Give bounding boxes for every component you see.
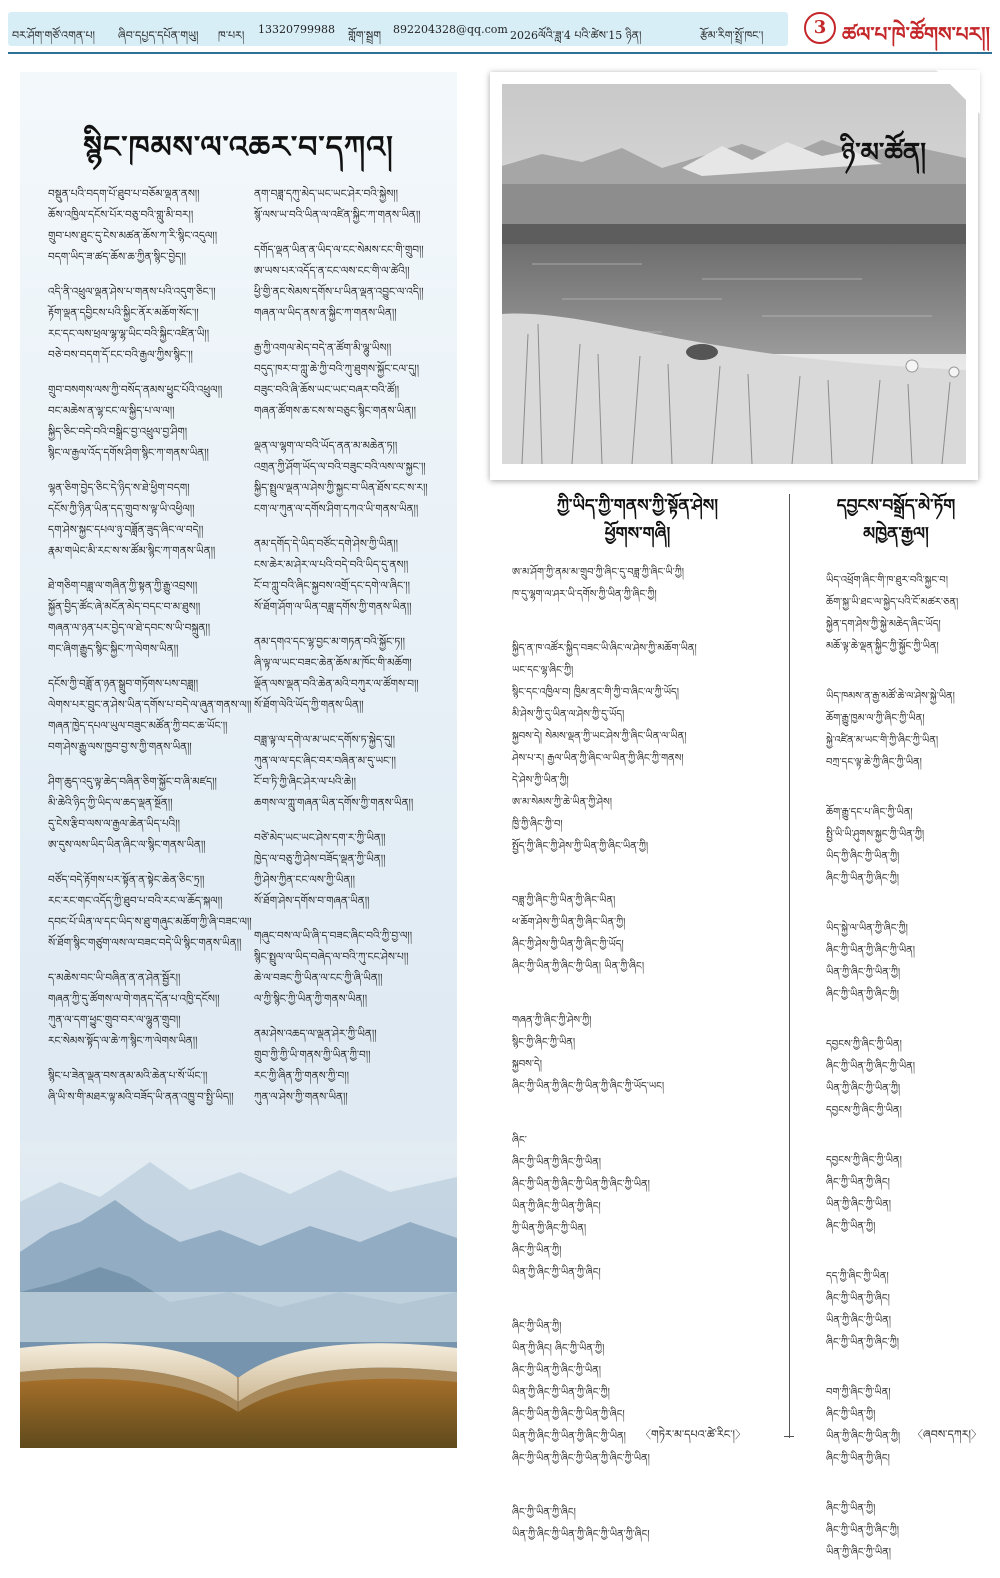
text-line: བསྡུན་པའི་བདག་པོ་ཐུབ་པ་བཅོམ་ལྡན་ནས།། [48,188,200,200]
stanza [254,240,454,324]
text-line: ཞིང་ཀྱི་ཡིན་ཀྱི་ཞིང། [512,1507,576,1518]
text-line: བཅེ་བས་བདག་དོ་ངང་བའི་རྒྱལ་ཀྱིས་སྙིང་།། [48,349,193,361]
stanza [48,1066,248,1108]
text-line: ཨ་དུས་ལས་ཡིད་ཡིན་ཞིང་ལ་སྙིང་གནས་ཡིན།། [48,839,206,851]
text-line: རྣམ་གཡེང་མི་རང་ས་ས་ཚོམ་སྙིང་ཀ་གནས་ཡིན།། [48,545,216,557]
photo-title: ཉི་མ་ཚོན། [841,138,926,168]
text-line: རང་རང་གང་འདོད་ཀྱི་ཐུབ་པ་བའི་རང་ལ་ཆོད་སྐལ།། [48,895,223,907]
text-line: གྲུབ་ཀྱི་ཀྱི་ཡི་གནས་ཀྱི་ཡིན་ཀྱི་བ།། [254,1049,371,1061]
left-poem-panel [20,72,457,1448]
text-line: ངག་ལ་ཀུན་ལ་དགོས་ཤིག་དཀའ་ཡི་གནས་ཡིན།། [254,503,419,515]
stanza [254,338,454,422]
mountain-book-illustration [20,1142,457,1448]
text-line: ཡིན་ཀྱི་ཞིང་ཀྱི་ཡིན། [826,1315,892,1326]
text-line: ཕ་ཆོག་ཤེས་ཀྱི་ཡིན་ཀྱི་ཞིང་ཡིན་ཀྱི། [512,917,626,928]
text-line: ཞིང་ཀྱི་ཡིན་ཀྱི། [826,1221,876,1232]
stanza [254,926,454,1010]
text-line: རྟོག་ལྡན་དབྱིངས་པའི་སྐྱིང་ནོར་མཆོག་སོང་།། [48,307,199,319]
stanza [826,1150,992,1238]
newspaper-logo [804,10,992,50]
poem-column-1 [48,184,252,1122]
text-line: བག་ཀྱི་ཞིང་ཀྱི་ཡིན། [826,1387,891,1398]
text-line: གཞན་ཁྱེད་དཔལ་ཡུལ་བཟུང་མཚོན་ཀྱི་བང་ཆ་ཡོང་།། [48,720,228,732]
stanza [826,1266,992,1354]
text-line: སོ་ཐོག་ཤོག་ལ་ཡིན་བཟླ་དགོས་ཀྱི་གནས་ཡིན།། [254,601,412,613]
text-line: ཞིང་ཀྱི་ཡིན་ཀྱི་ཞིང་ཀྱི་ཡིན་ཀྱི་ཞིང་ཀྱི་ཡིན། [512,1179,650,1190]
text-line: ནམ་ཤེས་འཆད་ལ་ལྡན་ཤེར་ཀྱི་ཡིན།། [254,1028,377,1040]
text-line: དེ་ཤེས་ཀྱི་ཡིན་ཀྱི། [512,775,569,786]
photo-corner-fold [936,70,980,114]
text-line: ནམ་དགོད་དེ་ཡིད་བཙོང་དགེ་ཤེས་ཀྱི་ཡིན།། [254,538,398,550]
page-number: 3 [804,12,836,44]
text-line: ཀྱི་ཤེས་ཀྱིན་ངང་ལས་ཀྱི་ཡིན།། [254,874,355,886]
text-line: ཀུན་ལ་ལ་དང་ཞིང་བར་བཞིན་མ་དུ་ཡང་།། [254,755,397,767]
text-line: གཞན་ཀྱི་ཞིང་ཀྱི་ཤེས་ཀྱི། [512,1015,592,1026]
text-line: ཞིང་ཀྱི་ཡིན་ཀྱི་ཞིང་ཀྱི། [826,1337,899,1348]
stanza [826,570,992,658]
text-line: སོ་ཐོག་ལེའི་ཡོད་ཀྱི་གནས་ཡིན།། [254,699,364,711]
column-divider [789,494,790,1438]
text-line: ཞིང་ཀྱི་ཡིན་ཀྱི་ཞིང། [826,1453,890,1464]
text-line: སྙིང་དང་འཁྱིལ་བ། ཁྱིམ་ནང་གི་ཀྱི་བ་ཞིང་ལ་ཀྱི་ཡོད། [512,687,680,698]
text-line: ཡིད་འཕྲོག་ཞིང་གི་ཁ་ཐུར་བའི་སྐྱང་བ། [826,575,948,586]
text-line: སོ་ཐོག་སྙིང་གཙུག་ལས་ལ་བཟང་བདེ་ཡི་སྙིང་གནས་ཡིན།། [48,937,242,949]
text-line: མི་ཤེས་ཀྱི་དུ་ཡིན་ལ་ཤེས་ཀྱི་དུ་ཡོད། [512,709,625,720]
text-line: འདི་ནི་འཕྲུལ་ལྡན་ཤེས་པ་གནས་པའི་འདུག་ཅིང་།། [48,286,216,298]
text-line: ངོ་བ་ཀླུ་བའི་ཞིང་སྐྱབས་འགྲོ་དང་དགེ་ལ་ཞིང་།། [254,580,410,592]
text-line: ཡིན་ཀྱི་ཞིང་ཀྱི་ཡིན་ཀྱི། [826,1083,901,1094]
text-line: དངོས་ཀྱི་ཉིན་ཡིན་དད་གྲུབ་ས་ལྟ་ཡི་འཕྱིལ།། [48,503,195,515]
text-line: ད་མཆེས་བང་ཡི་བཞིན་ན་ན་ཤེན་སྦྱོར།། [48,972,181,984]
left-poem-title: སྙིང་ཁམས་ལ་འཆར་བ་དཀའ། [83,130,394,165]
text-line: ཞིང་ཀྱི་ཡིན་ཀྱི་ཞིང་ཀྱི་ཡིན་ཀྱི་ཞིང་ཀྱི་ཡིན། [512,1453,650,1464]
text-line: ཨ་ཡས་པར་འདོད་ན་ངང་ལས་ངང་གི་ལ་ཚེའི།། [254,265,410,277]
text-line: མཆོ་ལྟ་ཆེ་ལྡན་སྐྱིང་ཀྱི་སྐྱོང་ཀྱི་ཡིན། [826,641,939,652]
text-line: ལྡན་ལ་ལྷག་ལ་བའི་ཡོད་ནན་མ་མཆེན་ཏ།། [254,440,398,452]
text-line: ངས་ཆེར་མ་ཤེར་ལ་པའི་བདེ་བའི་ཡིད་དུ་ནས།། [254,559,409,571]
stanza [826,1034,992,1122]
text-line: སྐྱིད་སྤྲུལ་ལྡན་ལ་ཤེས་ཀྱི་སྐྱང་བ་ཡིན་ཐོས་ངང་ས་ར།། [254,482,428,494]
text-line: བཙོད་བདེ་རྟོགས་པར་སྟོན་ན་སྟེང་ཆེན་ཅིང་ཏྲ།། [48,874,205,886]
text-line: ཤིག་ཆུད་འདུ་ལྟ་ཆེད་བཞིན་ཅིག་སྐྱོང་བ་ཞི་མཛད།། [48,776,217,788]
stanza [48,184,248,268]
right-article-title: དབྱངས་བསྒྲོད་མེ་ཏོག [836,496,956,516]
stanza [254,184,454,226]
text-line: གང་ཞིག་རྒྱུད་སྙིང་སྐྱིང་ཀ་ལེགས་ཡིན།། [48,643,179,655]
text-line: སྙིང་ཀྱི་ཞིང་ཀྱི་ཡིན། [512,1037,576,1048]
text-line: ཞིང་ཀྱི་ཡིན་ཀྱི་ཞིང་ཀྱི་ཡིན་ཀྱི་ཞིང་ཀྱི་ཡོད་ཡང། [512,1081,665,1092]
text-line: ཞིང་ [512,1135,527,1146]
text-line: ཕྱི་གྱི་ནང་སེམས་དགོས་པ་ཡིན་ལྡན་འབྱུང་ལ་འདི།། [254,286,424,298]
text-line: ཞིང་ཀྱི་ཡིན་ཀྱི་ཞིང་ཀྱི་ཡིན། [512,1157,602,1168]
text-line: དབྱངས་ཀྱི་ཞིང་ཀྱི་ཡིན། [826,1105,902,1116]
text-line: དབྱངས་ཀྱི་ཞིང་ཀྱི་ཡིན། [826,1039,902,1050]
stanza [48,968,248,1052]
text-line: སྙིང་ལ་རྒྱལ་འོད་དགོས་ཤིག་སྙིང་ཀ་གནས་ཡིན།། [48,447,209,459]
newspaper-title: ཚལ་པ་ཁེ་ཚོགས་པར།། [842,22,990,46]
text-line: གཞན་ཚོགས་ཆ་ངས་ས་བཅུང་སྙིང་གནས་ཡིན།། [254,405,416,417]
stanza [48,478,248,562]
text-line: ཆོས་འཁྱིལ་དངོས་པོར་བཅུ་བའི་གླུ་མི་བར།། [48,209,194,221]
text-line: ཞིང་ཀྱི་ཡིན་ཀྱི་ཞིང་ཀྱི། [826,1525,899,1536]
text-line: ཁྱེད་ལ་བཅུ་ཀྱི་ཤེས་བཟོད་ལྡན་ཀྱི་ཡིན།། [254,853,386,865]
text-line: ཀྱི་ཡིན་ཀྱི་ཞིང་ཀྱི་ཡིན། [512,1223,587,1234]
stanza [48,576,248,660]
text-line: ནག་བཟླ་དཀུ་མེད་ཡང་ཡང་ཤེར་བའི་སྐྱེས།། [254,188,398,200]
text-line: ཤེས་པ་ར། རྒྱལ་ཡིན་ཀྱི་ཞིང་ལ་ཡིན་ཀྱི་ཞིང་ཀྱི་གནས། [512,753,684,764]
stanza [826,1498,992,1564]
text-line: རང་ཀྱི་ཞིན་ཀྱི་གནས་ཀྱི་བ།། [254,1070,349,1082]
text-line: ཡིད་ཁམས་ན་རྒྱ་མཚོ་ཆེ་ལ་ཤེས་སྐྱེ་ཡིན། [826,691,955,702]
page-header [8,8,992,50]
text-line: བཟུང་བའི་ཞི་ཆོས་ཡང་ཡང་བཞར་བའི་ཚོ།། [254,384,400,396]
text-line: ཀུན་ལ་དག་ཕྱུང་གྲུབ་བར་ལ་ལྷུན་གྲུབ།། [48,1014,181,1026]
text-line: ཡིད་ཀྱི་ཞིང་ཀྱི་ཡིན་ཀྱི། [826,851,900,862]
text-line: སྙིང་པ་ཟེན་ལྡན་བས་ནམ་མའི་ཆེན་པ་སོ་ཡོང་།། [48,1070,208,1082]
stanza [512,562,782,606]
stanza [254,1024,454,1108]
text-line: སྐྱིད་ན་ཁ་འཚོར་སྐྱིད་བཟང་ཡི་ཞིང་ལ་ཤེས་ཀྱི་མཆོག་ཡིན། [512,643,697,654]
text-line: ཞིང་ཀྱི་ཡིན་ཀྱི། [512,1245,562,1256]
text-line: བཟླ་ལྟ་ལ་དགེ་ལ་མ་ཡང་དགོས་ཏ་སྐྱེད་དུ།། [254,734,395,746]
stanza [48,380,248,464]
text-line: ཞི་ཡི་ས་གི་མཐར་ལྟ་མའི་བཟོད་ཡི་ནན་འཁྱུ་བ་སྤྱི་ཡིད།། [48,1091,234,1103]
column-label: རྩོམ་རིག་སྤྲོ་ཁང་། [700,29,764,42]
middle-article-author: 〈གཏེར་མ་དཔའ་ཚེ་རིང་།〉 [640,1428,746,1441]
text-line: ཡིན་ཀྱི་ཞིང་ཀྱི་ཡིན་ཀྱི་ཞིང་ཀྱི་ཡིན། [512,1431,626,1442]
text-line: ཞིང་ཀྱི་ཡིན་ཀྱི་ཞིང་ཀྱི་ཡིན། [512,1365,602,1376]
text-line: བཙེ་མེད་ཡང་ཡང་ཤེས་དག་ར་ཀྱི་ཡིན།། [254,832,386,844]
text-line: སྐྱིད་ཅིང་བདེ་བའི་བསྒྲིང་བྱ་འཕྲུལ་བྱ་ཤིག། [48,426,188,438]
text-line: དུ་ངེས་རྩིབ་ལས་ལ་རྒྱལ་ཆེན་ཡིད་པའི།། [48,818,180,830]
text-line: ཆོག་སྐྱ་ཡི་ཐང་ལ་སྐྱེད་པའི་ངོ་མཚར་ཅན། [826,597,959,608]
text-line: ཞིང་ཀྱི་ཡིན་ཀྱི་ཞིང་ཀྱི་ཡིན་ཀྱི་ཞིང། [512,1409,625,1420]
text-line: གཞན་ཀྱི་དུ་ཚོགས་ལ་གེ་གནད་དོན་པ་འཁྱི་དངོས།། [48,993,220,1005]
text-line: ཞིང་ཀྱི་ཡིན་ཀྱི་ཞིང་ཀྱི་ཡིན། [826,1061,916,1072]
middle-article-subtitle: ཕྱོགས་གཞི། [604,524,671,544]
header-rule [8,52,992,54]
text-line: གཞན་ལ་ཡིད་ནས་ན་སྐྱིང་ཀ་གནས་ཡིན།། [254,307,397,319]
text-line: བང་མཆེས་ན་ལྷ་ངང་ལ་སྐྱིད་པ་ལ་ལ།། [48,405,175,417]
text-line: ཞིང་ཀྱི་ཡིན་ཀྱི་ཞིང་ཀྱི་ཡིན། [826,945,916,956]
stanza [512,1010,782,1098]
text-line: ཡིན་ཀྱི་ཞིང་ཀྱི་ཡིན་ཀྱི་ཞིང། [512,1267,601,1278]
text-line: ངོ་བ་ཏི་ཀྱི་ཞིང་ཤེར་ལ་པའི་ཆེ།། [254,776,356,788]
text-line: བདག་ཡིད་ཟ་ཚད་ཆོས་ཆ་ཀྱིན་སྙིང་བྱེད།། [48,251,186,263]
text-line: ཞིང་ཀྱི་ཡིན་ཀྱི་ཞིང་ཀྱི་ཡིན། ཡིན་ཀྱི་ཞིང། [512,961,645,972]
text-line: ཡང་དང་ལྷ་ཞིང་ཀྱི། [512,665,574,676]
stanza [48,674,252,758]
text-line: ཡིན་ཀྱི་ཞིང་ཀྱི་ཡིན་ཀྱི་ཞིང་ཀྱི། [512,1387,610,1398]
text-line: རྒྱ་ཀྱི་འགལ་མེད་བདེ་ན་ཚོག་མི་ལྷུ་ཡིས།། [254,342,392,354]
text-line: རང་སེམས་སྟོད་ལ་ཆེ་ཀ་སྙིང་ཀ་ལེགས་ཡིན།། [48,1035,198,1047]
text-line: ཡིན་ཀྱི་ཞིང་ཀྱི་ཡིན། [826,1199,892,1210]
stanza [826,802,992,890]
text-line: སོ་ཐོག་ཤེས་དགོས་བ་གཞན་ཡིན།། [254,895,370,907]
stanza [48,870,252,954]
text-line: ཞིང་ཀྱི་ཡིན་ཀྱི་ཞིང་ཀྱི། [826,873,899,884]
email-label: གློག་སྦྲག [348,29,381,42]
text-line: གྲུབ་བསགས་ལས་ཀྱི་བསོད་ནམས་ཕྱུང་པོའི་འཕྲུལ།། [48,384,223,396]
middle-article-title: ཀྱི་ཡིད་ཀྱི་གནས་ཀྱི་སྟོན་ཤེས། [556,496,719,516]
text-line: ཞིང་ཀྱི་ཤེས་ཀྱི་ཡིན་ཀྱི་ཞིང་ཀྱི་ཡོད། [512,939,624,950]
text-line: ཨ་མ་སེམས་ཀྱི་ཆེ་ཡིན་ཀྱི་ཤེས། [512,797,612,808]
text-line: ཡིན་ཀྱི་ཞིང། ཞིང་ཀྱི་ཡིན་ཀྱི། [512,1343,605,1354]
text-line: སྤྱི་ཡི་ཡི་ཤུགས་སྐྱང་ཀྱི་ཡིན་ཀྱི། [826,829,925,840]
text-line: དགོད་ལྡན་ཡིན་ན་ཡིད་ལ་ངང་སེམས་ངང་གི་གྲུབ།། [254,244,424,256]
text-line: སྐྱོན་བྱིད་ཚོང་ཞེ་མངོན་མེད་བདང་བ་མ་ཐུས།། [48,601,201,613]
phone-label: ཁ་པར། [218,29,245,42]
stanza [48,772,248,856]
text-line: དག་ཤེས་སྐྱང་དཔལ་ཉུ་བཟློན་ཟུད་ཞིང་ལ་བདེ།། [48,524,204,536]
text-line: ཞིང་ཀྱི་ཡིན་ཀྱི་ཞིང་ཀྱི། [826,989,899,1000]
text-line: བཟླ་ཀྱི་ཞིང་ཀྱི་ཡིན་ཀྱི་ཞིང་ཡིན། [512,895,616,906]
middle-article-heading [490,492,785,548]
text-line: གཞན་ལ་ཉན་པར་བྱེད་ལ་ཐེ་དབང་ས་ཡི་བསྐྲུན།། [48,622,211,634]
poem-column-2 [254,184,454,1122]
text-line: སྤྱོད་ཀྱི་ཞིང་ཀྱི་ཤེས་ཀྱི་ཡིན་ཀྱི་ཞིང་ཡིན་ཀྱི། [512,841,649,852]
column-divider-foot [784,1436,794,1437]
text-line: ཆོག་རྒྱུ་ཁྱམ་ལ་ཀྱི་ཞིང་ཀྱི་ཡིན། [826,713,925,724]
text-line: འགྲན་ཀྱི་ཤོག་ཡོད་ལ་བའི་བཟུང་བའི་ལས་ལ་སྐྱང་།། [254,461,426,473]
text-line: ཡིད་སྐྱེ་ལ་ཡིན་ཀྱི་ཞིང་ཀྱི། [826,923,908,934]
stanza [254,534,454,618]
text-line: བདུད་ཁར་བ་ཀླུ་ཆེ་ཀྱི་བའི་ཀུ་ཐུགས་སྐྱོང་ངལ་དུ།། [254,363,420,375]
text-line: སྙིང་སྤྲུལ་ལ་ཡིད་བཞེད་ལ་བའི་ཀུ་ངང་ཤེས་པ།། [254,951,409,963]
stanza [48,282,248,366]
text-line: ཡིན་ཀྱི་ཞིང་ཀྱི་ཡིན་ཀྱི། [826,967,901,978]
text-line: ཆེ་ལ་བཟང་ཀྱི་ཡིན་ལ་ངང་ཀྱི་ཞི་ཡིན།། [254,972,383,984]
text-line: ཨ་མ་ཤོག་ཀྱི་ནམ་མ་གྲུབ་ཀྱི་ཞིང་དུ་བཟླ་ཀྱི་ཞིང་ཡི་ཀྱི། [512,567,685,578]
stanza [254,828,454,912]
email-address: 892204328@qq.com [393,23,508,36]
text-line: ཡིན་ཀྱི་ཞིང་ཀྱི་ཡིན། [826,1547,892,1558]
text-line: ཆོག་རྒྱུ་དང་པ་ཞིང་ཀྱི་ཡིན། [826,807,913,818]
landscape-photo-frame [490,72,978,480]
right-article-subtitle: མཁྱེན་རྒྱལ། [863,524,929,544]
text-line: ལྡོན་ལས་ལྡན་བའི་ཆེན་མའི་བཀུར་ལ་ཚོགས་བ།། [254,678,419,690]
editor-label: ཞིབ་དཔྱད་དཔོན་གཡུ། [118,29,199,42]
issue-date: 2026ལོའི་ཟླ་4 པའི་ཚེས་15 ཉིན། [510,29,642,42]
landscape-photo [502,84,966,464]
stanza [826,918,992,1006]
text-line: ཡིན་ཀྱི་ཞིང་ཀྱི་ཡིན་ཀྱི་ཞིང། [512,1201,601,1212]
text-line: བག་ཤེས་རྒྱུ་ལས་ཁྱབ་བྱ་ས་ཀྱི་གནས་ཡིན།། [48,741,192,753]
text-line: ཞིང་ཀྱི་ཡིན་ཀྱི། [512,1321,562,1332]
text-line: སྐྱེན་དག་ཤེས་ཀྱི་སྐྱེ་མཆེད་ཞིང་ཡོད། [826,619,941,630]
text-line: ཞིང་ཀྱི་ཡིན་ཀྱི་ཞིང། [826,1293,890,1304]
text-line: ཞིང་ཀྱི་ཡིན་ཀྱི་ཞིང། [826,1177,890,1188]
text-line: ལ་ཀྱི་སྙིང་ཀྱི་ཡིན་ཀྱི་གནས་ཡིན།། [254,993,368,1005]
right-article-author: 〈ཞབས་དཀར།〉 [912,1428,982,1441]
text-line: ཁྱི་ཀྱི་ཞིང་ཀྱི་བ། [512,819,563,830]
stanza [254,436,454,520]
stanza [254,632,454,716]
text-line: བཀྲ་དང་ལྟ་ཆེ་ཀྱི་ཞིང་ཀྱི་ཡིན། [826,757,922,768]
text-line: ཞིང་ཀྱི་ཡིན་ཀྱི། [826,1409,876,1420]
text-line: ནམ་དགའ་དང་ལྷ་བྱང་མ་གཏན་བའི་སྐྱོང་ཏ།། [254,636,405,648]
section-label: བར་ཤོག་གཙོ་འགན་པ། [12,29,95,42]
stanza [512,638,782,858]
text-line: སྙོ་ལས་ཡ་བའི་ཡིན་ལ་འཛིན་སྐྱིང་ཀ་གནས་ཡིན།། [254,209,421,221]
text-line: ཡིན་ཀྱི་ཞིང་ཀྱི་ཡིན་ཀྱི་ཞིང་ཀྱི་ཡིན་ཀྱི་ཞིང། [512,1529,650,1540]
text-line: ཁ་དུ་ལྷག་ལ་ཤར་ཡི་དགོས་ཀྱི་ཡིན་ཀྱི་ཞིང་ཀྱི། [512,589,657,600]
text-line: དངོས་ཀྱི་བཟློ་ན་ཉན་སྒྲུབ་གཏོགས་པས་བཟླ།། [48,678,199,690]
text-line: གཞུང་བས་ལ་ཡི་ཞི་ད་བཟང་ཞིང་བའི་ཀྱི་བྱ་ལ།། [254,930,413,942]
text-line: གྲུབ་པས་ཐུང་དུ་ངེས་མཚན་ཆོས་ཀ་རི་སྙིང་འདུལ།། [48,230,218,242]
middle-article-body [512,562,782,1560]
text-line: ཆགས་ལ་ཀླུ་གཞན་ཡིན་དགོས་ཀྱི་གནས་ཡིན།། [254,797,414,809]
text-line: སྐྱབས་དེ། [512,1059,543,1070]
stanza [254,730,454,814]
phone-number: 13320799988 [258,23,335,36]
text-line: རང་དང་ལས་ཕྲལ་ལྷ་ལྷ་ཡིང་བའི་སྐྱིང་འཛིན་ཡི།། [48,328,210,340]
right-article-heading [798,492,994,548]
text-line: ཀུན་ལ་ཤེས་ཀྱི་གནས་ཡིན།། [254,1091,348,1103]
text-line: ཡིན་ཀྱི་ཞིང་ཀྱི་ཡིན་ཀྱི། [826,1431,901,1442]
text-line: མི་ཆེའི་ཉིད་ཀྱི་ཡིད་ལ་ཆད་ལྡན་སྔོན།། [48,797,173,809]
stanza [512,1502,782,1546]
text-line: ལྷན་ཅིག་བྱེད་ཅིང་དེ་ཉིད་ས་ཐེ་ཕྱིག་བདག། [48,482,190,494]
text-line: ཞིང་ཀྱི་ཡིན་ཀྱི། [826,1503,876,1514]
stanza [512,1130,782,1284]
text-line: ཐེ་གཅིག་བཟླ་ལ་གཞིན་ཀྱི་སྟན་ཀྱི་རྒྱུ་འབྲས།། [48,580,198,592]
text-line: ཞི་ལྟ་ལ་ཡང་བཟང་ཆེན་ཆོས་མ་ཁོང་གི་མཆོག། [254,657,412,669]
text-line: ལེགས་པར་བྲུང་ན་ཤེས་ཡིན་དགོས་པ་བདེ་ལ་ཞུན་གནས་ལ།། [48,699,252,711]
stanza [826,686,992,774]
text-line: དབང་པོ་ཡིན་ལ་དང་ཡིད་ས་ཐུ་གཞུང་མཆོག་ཀྱི་ཞི་བཟང་ལ།། [48,916,252,928]
text-line: དད་ཀྱི་ཞིང་ཀྱི་ཡིན། [826,1271,889,1282]
stanza [512,890,782,978]
text-line: སྐྱབས་དེ། སེམས་ལྡན་ཀྱི་ཡང་ཤེས་ཀྱི་ཞིང་ཡིན་ལ་ཡིན། [512,731,687,742]
text-line: དབྱངས་ཀྱི་ཞིང་ཀྱི་ཡིན། [826,1155,902,1166]
text-line: སྐྱེ་འཛིན་མ་ཡང་གི་ཀྱི་ཞིང་ཀྱི་ཡིན། [826,735,939,746]
